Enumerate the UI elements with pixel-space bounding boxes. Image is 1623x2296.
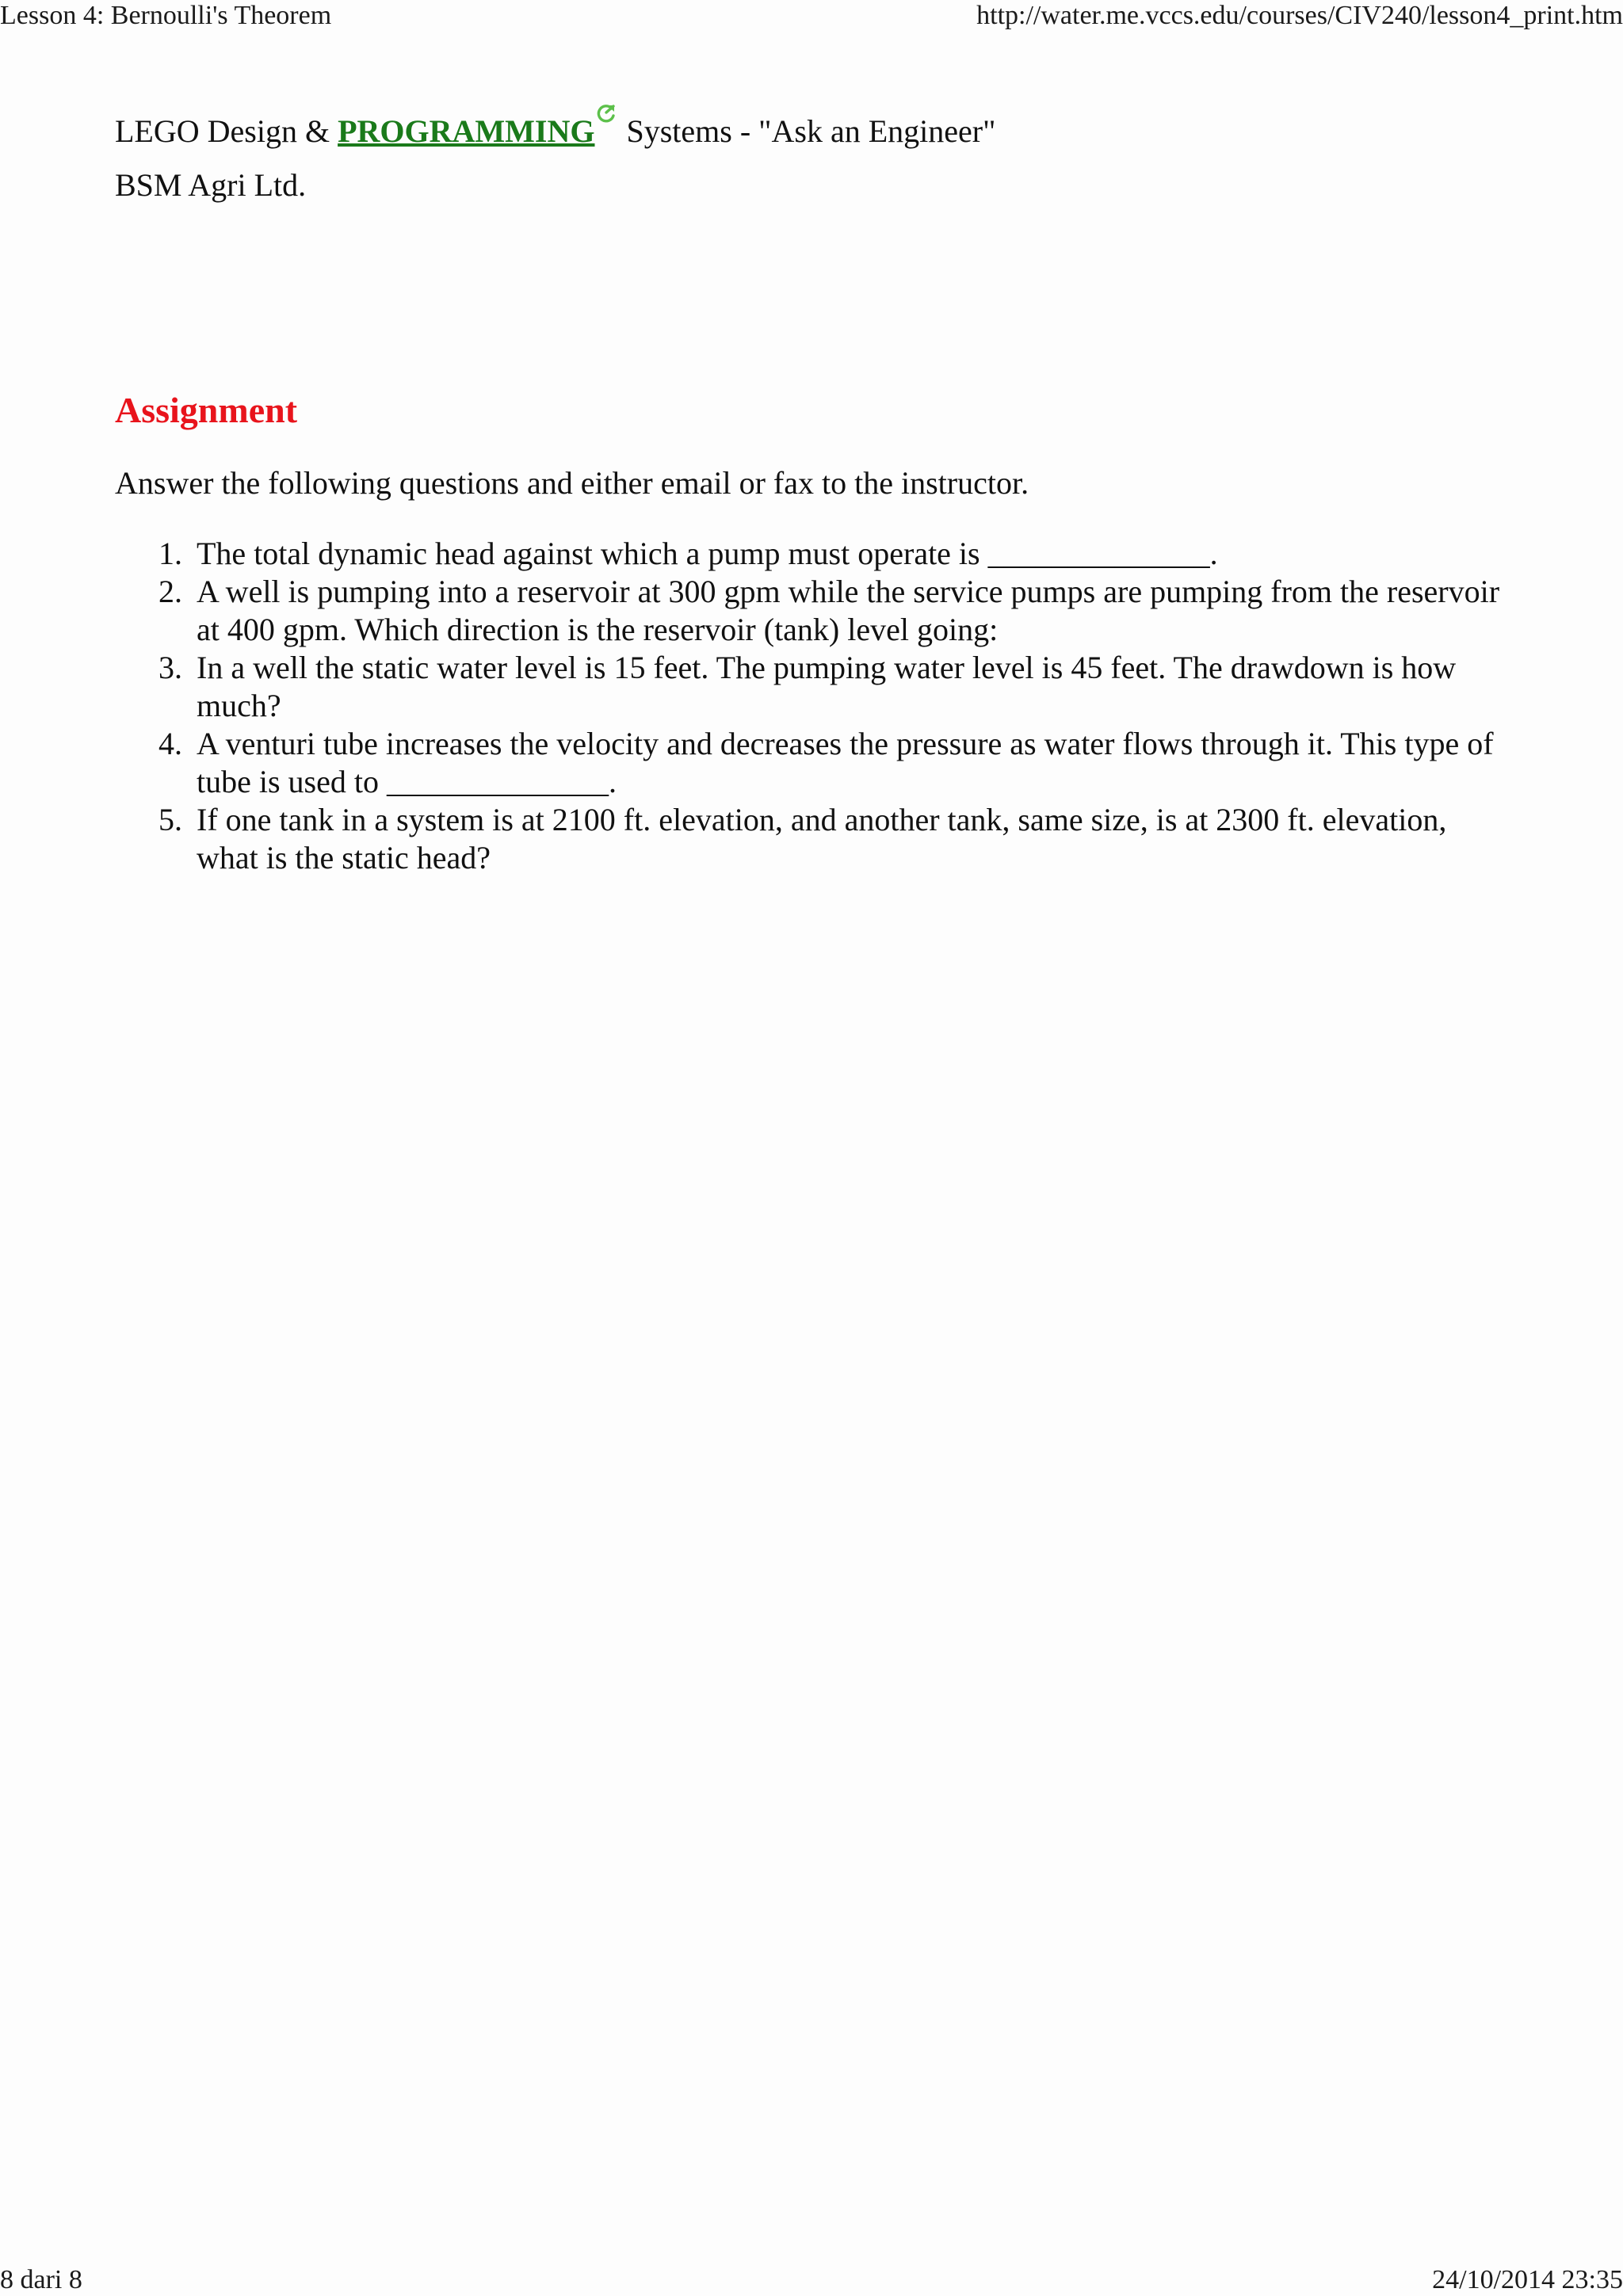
question-text: In a well the static water level is 15 feet. The pumping water level is 45 feet. The drawdown is how much?: [197, 650, 1457, 723]
intro-suffix: Systems - "Ask an Engineer": [626, 113, 996, 149]
page-title: Lesson 4: Bernoulli's Theorem: [0, 1, 332, 30]
question-text: A well is pumping into a reservoir at 300 gpm while the service pumps are pumping from the reservoir at 400 gpm. Which direction is the reservoir (tank) level going:: [197, 574, 1500, 647]
question-number: 4.: [158, 726, 182, 761]
question-list: [115, 535, 1510, 877]
question-text: The total dynamic head against which a pump must operate is ______________.: [197, 536, 1218, 571]
programming-link[interactable]: PROGRAMMING: [338, 113, 595, 149]
assignment-heading: Assignment: [115, 390, 298, 430]
question-number: 5.: [158, 802, 182, 837]
question-number: 3.: [158, 650, 182, 685]
page-count: 8 dari 8: [0, 2265, 82, 2294]
document-body: [115, 95, 1510, 875]
company-name: BSM Agri Ltd.: [115, 167, 307, 203]
print-footer: [0, 2264, 1623, 2296]
list-item: [115, 801, 1510, 877]
list-item: [115, 573, 1510, 649]
question-text: A venturi tube increases the velocity and decreases the pressure as water flows through it. This type of tube is used to ______________.: [197, 726, 1494, 799]
list-item: [115, 535, 1510, 573]
question-number: 1.: [158, 536, 182, 571]
intro-prefix: LEGO Design &: [115, 113, 338, 149]
intro-line: [115, 95, 1510, 151]
external-link-icon[interactable]: [596, 95, 617, 116]
assignment-instructions: Answer the following questions and either email or fax to the instructor.: [115, 465, 1029, 501]
print-header: [0, 0, 1623, 32]
question-text: If one tank in a system is at 2100 ft. elevation, and another tank, same size, is at 2300 ft. elevation, what is the static head?: [197, 802, 1447, 875]
page-url: http://water.me.vccs.edu/courses/CIV240/lesson4_print.htm: [976, 1, 1623, 30]
question-number: 2.: [158, 574, 182, 609]
print-datetime: 24/10/2014 23:35: [1432, 2265, 1623, 2294]
list-item: [115, 725, 1510, 801]
list-item: [115, 649, 1510, 725]
